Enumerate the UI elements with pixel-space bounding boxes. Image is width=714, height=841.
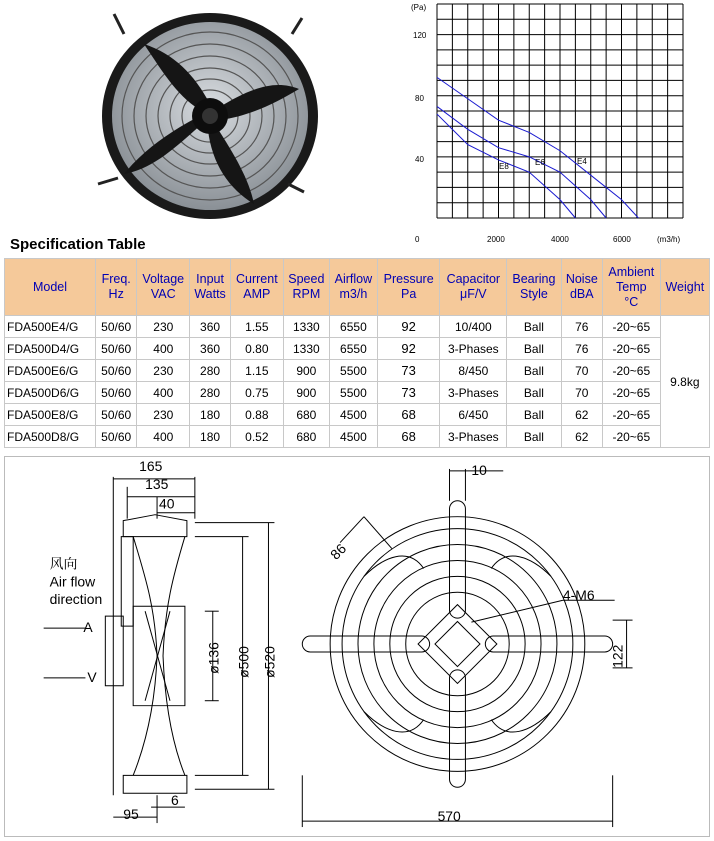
table-cell: -20~65 bbox=[602, 426, 660, 448]
column-header-text: Capacitor bbox=[446, 272, 501, 286]
table-cell: 70 bbox=[561, 360, 602, 382]
table-cell: 5500 bbox=[329, 360, 377, 382]
table-cell: FDA500D4/G bbox=[5, 338, 96, 360]
column-header-text: Voltage bbox=[142, 272, 185, 286]
x-tick-label: 6000 bbox=[613, 235, 631, 244]
table-cell: -20~65 bbox=[602, 338, 660, 360]
dim-122: 122 bbox=[609, 644, 626, 668]
fan-photo bbox=[84, 4, 324, 232]
column-header-text: Pressure bbox=[383, 272, 434, 286]
table-cell: 400 bbox=[137, 338, 190, 360]
front-view bbox=[302, 469, 632, 827]
curve-label-e6: E6 bbox=[535, 158, 545, 167]
table-row bbox=[5, 316, 710, 338]
y-tick-label: 120 bbox=[413, 31, 427, 40]
table-cell: 50/60 bbox=[96, 360, 137, 382]
table-cell: 4500 bbox=[329, 426, 377, 448]
table-cell: 180 bbox=[190, 404, 231, 426]
column-header bbox=[190, 259, 231, 316]
table-cell: 8/450 bbox=[440, 360, 507, 382]
table-cell: 92 bbox=[377, 338, 440, 360]
column-header bbox=[660, 259, 709, 316]
column-header-text: Freq. bbox=[101, 272, 131, 286]
arrow-v-label: V bbox=[87, 668, 97, 685]
table-cell: 400 bbox=[137, 426, 190, 448]
spec-table bbox=[4, 258, 710, 448]
column-header bbox=[96, 259, 137, 316]
table-cell: FDA500D6/G bbox=[5, 382, 96, 404]
dim-10: 10 bbox=[471, 461, 487, 478]
table-cell: 680 bbox=[283, 426, 329, 448]
table-cell: 400 bbox=[137, 382, 190, 404]
column-header bbox=[5, 259, 96, 316]
table-cell: 73 bbox=[377, 360, 440, 382]
column-header-text: Speed bbox=[288, 272, 325, 286]
table-cell: 1330 bbox=[283, 338, 329, 360]
table-cell: 50/60 bbox=[96, 382, 137, 404]
table-cell: 230 bbox=[137, 404, 190, 426]
dim-6: 6 bbox=[170, 792, 179, 809]
table-cell: 73 bbox=[377, 382, 440, 404]
airflow-label-en-2: direction bbox=[49, 591, 103, 608]
column-header bbox=[283, 259, 329, 316]
column-header-text: Bearing bbox=[512, 272, 556, 286]
table-cell: 0.80 bbox=[230, 338, 283, 360]
table-cell: 1330 bbox=[283, 316, 329, 338]
column-header-text: VAC bbox=[150, 287, 176, 301]
dimension-drawing bbox=[4, 456, 710, 837]
table-cell: 680 bbox=[283, 404, 329, 426]
column-header bbox=[137, 259, 190, 316]
column-header-text: Noise bbox=[565, 272, 598, 286]
table-cell: 280 bbox=[190, 360, 231, 382]
table-row bbox=[5, 426, 710, 448]
column-header-text: Pa bbox=[401, 287, 417, 301]
column-header-text: Style bbox=[520, 287, 548, 301]
table-cell: Ball bbox=[507, 360, 561, 382]
table-cell: 76 bbox=[561, 316, 602, 338]
column-header-text: Temp bbox=[616, 279, 647, 294]
y-tick-label: 40 bbox=[415, 155, 424, 164]
table-cell: 50/60 bbox=[96, 316, 137, 338]
table-cell: Ball bbox=[507, 338, 561, 360]
table-cell: 360 bbox=[190, 338, 231, 360]
table-cell: FDA500E6/G bbox=[5, 360, 96, 382]
table-cell: 6550 bbox=[329, 338, 377, 360]
table-row bbox=[5, 404, 710, 426]
spec-table-header bbox=[5, 259, 710, 316]
dim-165: 165 bbox=[139, 457, 163, 474]
arrow-a-label: A bbox=[83, 619, 93, 636]
table-cell: 900 bbox=[283, 360, 329, 382]
table-cell: Ball bbox=[507, 404, 561, 426]
chart-grid bbox=[437, 4, 683, 218]
dim-95: 95 bbox=[123, 806, 139, 823]
table-cell: 3-Phases bbox=[440, 426, 507, 448]
curve-label-e4: E4 bbox=[577, 157, 587, 166]
column-header-text: Weight bbox=[665, 279, 705, 294]
column-header bbox=[329, 259, 377, 316]
table-cell: -20~65 bbox=[602, 404, 660, 426]
spec-table-title: Specification Table bbox=[10, 236, 146, 253]
table-cell: 5500 bbox=[329, 382, 377, 404]
table-cell: 230 bbox=[137, 316, 190, 338]
curve-label-e8: E8 bbox=[499, 162, 509, 171]
x-unit-label: (m3/h) bbox=[657, 235, 681, 244]
table-cell: FDA500E8/G bbox=[5, 404, 96, 426]
table-cell: 280 bbox=[190, 382, 231, 404]
table-cell: 50/60 bbox=[96, 338, 137, 360]
dim-40: 40 bbox=[159, 495, 175, 512]
dim-86: 86 bbox=[326, 540, 350, 563]
column-header-text: Watts bbox=[194, 287, 226, 301]
table-cell: 360 bbox=[190, 316, 231, 338]
table-cell: 1.15 bbox=[230, 360, 283, 382]
y-unit-label: (Pa) bbox=[411, 3, 427, 12]
airflow-label-en-1: Air flow bbox=[49, 573, 96, 590]
column-header bbox=[440, 259, 507, 316]
table-row bbox=[5, 360, 710, 382]
dim-136: ø136 bbox=[205, 642, 222, 674]
table-cell: 62 bbox=[561, 426, 602, 448]
column-header-text: °C bbox=[624, 294, 639, 309]
x-tick-label: 2000 bbox=[487, 235, 505, 244]
column-header-text: AMP bbox=[243, 287, 271, 301]
y-tick-label: 80 bbox=[415, 94, 424, 103]
table-cell: 6550 bbox=[329, 316, 377, 338]
table-cell: 50/60 bbox=[96, 404, 137, 426]
table-cell: 76 bbox=[561, 338, 602, 360]
table-cell: -20~65 bbox=[602, 316, 660, 338]
column-header bbox=[507, 259, 561, 316]
table-cell: 900 bbox=[283, 382, 329, 404]
column-header bbox=[561, 259, 602, 316]
table-cell: 10/400 bbox=[440, 316, 507, 338]
table-cell: 70 bbox=[561, 382, 602, 404]
dim-135: 135 bbox=[145, 475, 169, 492]
table-cell: Ball bbox=[507, 382, 561, 404]
spec-table-body bbox=[5, 316, 710, 448]
table-cell: 3-Phases bbox=[440, 338, 507, 360]
weight-cell: 9.8kg bbox=[660, 316, 709, 448]
table-cell: 50/60 bbox=[96, 426, 137, 448]
column-header-text: dBA bbox=[569, 287, 594, 301]
column-header-text: Current bbox=[235, 272, 278, 286]
table-cell: 230 bbox=[137, 360, 190, 382]
table-cell: 68 bbox=[377, 404, 440, 426]
column-header bbox=[377, 259, 440, 316]
performance-chart bbox=[405, 0, 705, 248]
column-header-text: Input bbox=[196, 272, 224, 286]
x-tick-label: 4000 bbox=[551, 235, 569, 244]
table-cell: -20~65 bbox=[602, 382, 660, 404]
dim-570: 570 bbox=[437, 808, 461, 825]
table-cell: FDA500E4/G bbox=[5, 316, 96, 338]
table-row bbox=[5, 382, 710, 404]
table-cell: 0.88 bbox=[230, 404, 283, 426]
series-line-e4 bbox=[437, 77, 638, 218]
table-cell: 1.55 bbox=[230, 316, 283, 338]
column-header bbox=[602, 259, 660, 316]
column-header-text: Airflow bbox=[334, 272, 373, 286]
table-cell: 0.75 bbox=[230, 382, 283, 404]
table-cell: 4500 bbox=[329, 404, 377, 426]
table-cell: -20~65 bbox=[602, 360, 660, 382]
table-cell: FDA500D8/G bbox=[5, 426, 96, 448]
table-cell: 0.52 bbox=[230, 426, 283, 448]
table-cell: Ball bbox=[507, 316, 561, 338]
table-cell: 3-Phases bbox=[440, 382, 507, 404]
column-header bbox=[230, 259, 283, 316]
table-cell: 68 bbox=[377, 426, 440, 448]
column-header-text: μF/V bbox=[460, 287, 487, 301]
table-cell: 180 bbox=[190, 426, 231, 448]
airflow-label-cn: 风向 bbox=[49, 555, 78, 572]
chart-curves bbox=[437, 77, 638, 218]
dim-4m6: 4-M6 bbox=[562, 587, 595, 604]
table-row bbox=[5, 338, 710, 360]
table-cell: 92 bbox=[377, 316, 440, 338]
column-header-text: Model bbox=[32, 279, 68, 294]
x-tick-label: 0 bbox=[415, 235, 420, 244]
dim-520: ø520 bbox=[261, 646, 278, 678]
dim-500: ø500 bbox=[235, 646, 252, 678]
column-header-text: RPM bbox=[292, 287, 321, 301]
table-cell: 6/450 bbox=[440, 404, 507, 426]
column-header-text: m3/h bbox=[339, 287, 368, 301]
table-cell: Ball bbox=[507, 426, 561, 448]
column-header-text: Hz bbox=[108, 287, 124, 301]
table-cell: 62 bbox=[561, 404, 602, 426]
column-header-text: Ambient bbox=[608, 264, 655, 279]
